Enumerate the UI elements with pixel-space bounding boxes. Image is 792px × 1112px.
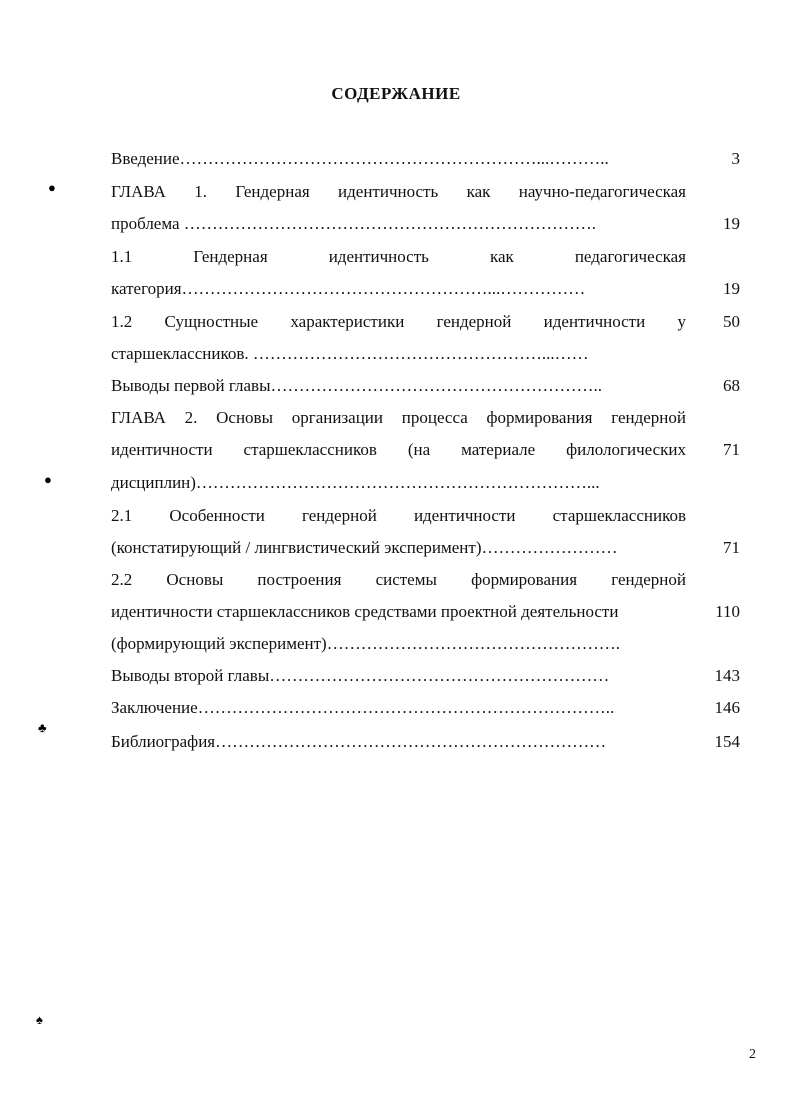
toc-page-1-2: 50 bbox=[723, 312, 740, 331]
page-number: 2 bbox=[749, 1047, 756, 1062]
toc-entry-2-2-line1: 2.2 Основы построения системы формирования гендерной bbox=[111, 570, 686, 589]
toc-entry-chapter2-line2: идентичности старшеклассников (на материале филологических bbox=[111, 440, 686, 459]
toc-entry-chapter1-line1: ГЛАВА 1. Гендерная идентичность как научно-педагогическая bbox=[111, 182, 686, 201]
toc-entry-2-1-line1: 2.1 Особенности гендерной идентичности старшеклассников bbox=[111, 506, 686, 525]
toc-page-conclusions-ch2: 143 bbox=[714, 666, 740, 685]
toc-page-conclusions-ch1: 68 bbox=[723, 376, 740, 395]
toc-entry-chapter2-line1: ГЛАВА 2. Основы организации процесса формирования гендерной bbox=[111, 408, 686, 427]
toc-entry-2-1-line2: (констатирующий / лингвистический эксперимент)…………………… bbox=[111, 538, 618, 557]
binder-hole-mark: ● bbox=[48, 180, 56, 195]
toc-entry-2-2-line2: идентичности старшеклассников средствами проектной деятельности bbox=[111, 602, 619, 621]
toc-entry-1-2-line2: старшеклассников. ……………………………………………...…… bbox=[111, 344, 589, 363]
toc-entry-1-1-line1: 1.1 Гендерная идентичность как педагогическая bbox=[111, 247, 686, 266]
toc-page-bibliography: 154 bbox=[714, 732, 740, 751]
toc-page-chapter1: 19 bbox=[723, 214, 740, 233]
toc-entry-conclusion: Заключение……………………………………………………………….. bbox=[111, 698, 615, 717]
toc-entry-conclusions-ch1: Выводы первой главы………………………………………………….. bbox=[111, 376, 602, 395]
toc-entry-chapter2-line3: дисциплин)……………………………………………………………... bbox=[111, 473, 600, 492]
binder-hole-mark: ● bbox=[44, 472, 52, 487]
toc-entry-1-1-line2: категория………………………………………………...…………… bbox=[111, 279, 586, 298]
toc-page-2-2: 110 bbox=[715, 602, 740, 621]
toc-heading: СОДЕРЖАНИЕ bbox=[331, 84, 461, 103]
toc-entry-introduction: Введение………………………………………………………...……….. bbox=[111, 149, 609, 168]
toc-page-introduction: 3 bbox=[731, 149, 740, 168]
binder-hole-mark: ♠ bbox=[36, 1012, 43, 1027]
toc-entry-chapter1-line2: проблема ………………………………………………………………. bbox=[111, 214, 597, 233]
toc-entry-1-2-line1: 1.2 Сущностные характеристики гендерной идентичности у bbox=[111, 312, 686, 331]
toc-page-1-1: 19 bbox=[723, 279, 740, 298]
toc-page-conclusion: 146 bbox=[714, 698, 740, 717]
toc-entry-bibliography: Библиография…………………………………………………………… bbox=[111, 732, 607, 751]
toc-page-chapter2: 71 bbox=[723, 440, 740, 459]
toc-entry-2-2-line3: (формирующий эксперимент)……………………………………………. bbox=[111, 634, 620, 653]
binder-hole-mark: ♣ bbox=[38, 720, 47, 735]
toc-page-2-1: 71 bbox=[723, 538, 740, 557]
toc-entry-conclusions-ch2: Выводы второй главы…………………………………………………… bbox=[111, 666, 610, 685]
